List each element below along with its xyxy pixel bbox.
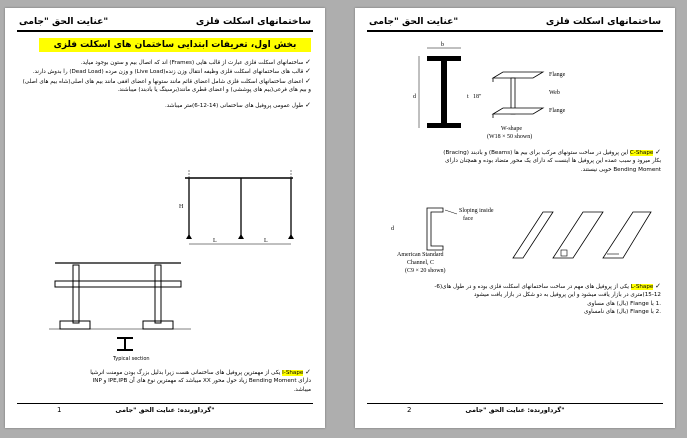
bullet-item bbox=[21, 101, 311, 110]
cshape-text: Bending Moment خوبی نیستند. bbox=[580, 166, 661, 173]
w-shape-diagram bbox=[383, 38, 583, 153]
svg-text:L: L bbox=[213, 238, 217, 244]
page-number: 1 bbox=[57, 406, 62, 414]
cshape-paragraph bbox=[369, 148, 661, 174]
lshape-label: L-Shape bbox=[630, 284, 654, 290]
bullet-item bbox=[21, 77, 311, 95]
label-depth: 18" bbox=[473, 94, 482, 100]
list-item-text: با Flange (بال) های نامساوی bbox=[583, 309, 654, 316]
channel-diagram bbox=[383, 198, 653, 278]
lshape-paragraph bbox=[369, 282, 661, 317]
header-title: ساختمانهای اسکلت فلزی bbox=[545, 16, 661, 27]
page-header bbox=[17, 14, 313, 32]
label-web: Web bbox=[549, 90, 560, 96]
label-flange-bottom: Flange bbox=[549, 108, 566, 114]
checkmark-icon: ✓ bbox=[655, 148, 661, 156]
bullet-text: اعضای ساختمانهای اسکلت فلزی شامل اعضای قائم مانند ستونها و اعضای افقی مانند بیم های اصلی(شاه بیم های اصلی) و بیم های فرعی(بیم های پوششی) و اعضای قطری مانند(برسینگ یا بادبند) میباشند. bbox=[22, 78, 311, 94]
w-shape-caption: W-shape bbox=[501, 126, 522, 132]
ishape-text: یکی از مهمترین پروفیل های ساختمانی هست زیرا بدلیل بزرگ بودن مومنت انرشیا bbox=[90, 370, 281, 376]
svg-text:H: H bbox=[179, 204, 184, 210]
checkmark-icon: ✓ bbox=[305, 100, 311, 109]
svg-text:L: L bbox=[264, 238, 268, 244]
label-b: b bbox=[441, 42, 444, 48]
section-title: بخش اول، تعریفات ابتدایی ساختمان های اسکلت فلزی bbox=[39, 38, 311, 52]
page-number: 2 bbox=[407, 406, 412, 414]
label-face: face bbox=[463, 216, 473, 222]
bullet-text: طول عمومی پروفیل های ساختمانی (14-12-6)متر میباشد. bbox=[164, 102, 304, 109]
bullet-item bbox=[21, 67, 311, 76]
channel-caption-2: Channel, C bbox=[407, 260, 434, 266]
bullet-item bbox=[21, 58, 311, 67]
ishape-paragraph bbox=[17, 368, 311, 394]
ishape-text: دارای Bending Moment زیاد حول محور XX میباشد که مهمترین نوع های آن IPE,IPB و INP bbox=[92, 378, 311, 385]
bullet-list bbox=[21, 58, 311, 110]
footer-text: گرداورنده: عنایت الحق "جامی" bbox=[115, 406, 215, 414]
list-item: .2 با Flange (بال) های نامساوی bbox=[583, 309, 661, 316]
list-item-text: با Flange (بال) های مساوی bbox=[587, 300, 654, 307]
cshape-text: بکار میرود و سبب عمده این پروفیل ها اینست که دارای یک محور متضاد بوده و همچنان دارای bbox=[445, 158, 661, 165]
page-footer bbox=[17, 403, 313, 418]
figure-caption: Typical section bbox=[113, 356, 150, 362]
cshape-text: این پروفیل در ساخت ستونهای مرکب برای بیم ها (Beams) و بادبند (Bracing) bbox=[443, 150, 629, 156]
header-author: عنایت الحق "جامی" bbox=[19, 16, 109, 27]
page-header bbox=[367, 14, 663, 32]
checkmark-icon: ✓ bbox=[305, 76, 311, 85]
header-title: ساختمانهای اسکلت فلزی bbox=[195, 16, 311, 27]
lshape-text: 15-12)متری در بازار یافت میشود و این پروفیل به دو شکل در بازار یافت میشود bbox=[473, 292, 661, 299]
checkmark-icon: ✓ bbox=[305, 58, 311, 66]
bullet-text: ساختمانهای اسکلت فلزی عبارت از قالب هایی (Frames) اند که اتصال بیم و ستون بوجود میاید. bbox=[80, 60, 304, 66]
cshape-label: C-Shape bbox=[629, 150, 654, 156]
channel-caption-3: (C9 × 20 shown) bbox=[405, 268, 446, 274]
page-2 bbox=[355, 8, 675, 428]
label-t: t bbox=[467, 94, 469, 100]
page-footer bbox=[367, 403, 663, 418]
label-sloping: Sloping inside bbox=[459, 208, 494, 214]
structure-3d-diagram bbox=[45, 253, 195, 358]
label-d: d bbox=[391, 226, 394, 232]
page-1 bbox=[5, 8, 325, 428]
footer-text: گرداورنده: عنایت الحق "جامی" bbox=[465, 406, 565, 414]
lshape-text: یکی از پروفیل های مهم در ساخت ساختمانهای اسکلت فلزی بوده و در طول های(6- bbox=[434, 284, 629, 290]
checkmark-icon: ✓ bbox=[305, 368, 311, 376]
header-author: عنایت الحق "جامی" bbox=[369, 16, 459, 27]
label-d: d bbox=[413, 94, 416, 100]
label-flange-top: Flange bbox=[549, 72, 566, 78]
bullet-text: قالب های ساختمانهای اسکلت فلزی وظیفه انتقال وزن زنده(Live Load) و وزن مرده (Dead Load) را بدوش دارند. bbox=[32, 69, 304, 76]
ishape-label: I-Shape bbox=[282, 370, 304, 376]
channel-caption-1: American Standard bbox=[397, 252, 444, 258]
ishape-text: میباشد. bbox=[293, 386, 311, 393]
list-item: .1 با Flange (بال) های مساوی bbox=[587, 300, 661, 307]
checkmark-icon: ✓ bbox=[305, 67, 311, 76]
frame-diagram bbox=[175, 168, 305, 248]
w-shape-subcaption: (W18 × 50 shown) bbox=[487, 134, 533, 140]
checkmark-icon: ✓ bbox=[655, 282, 661, 290]
